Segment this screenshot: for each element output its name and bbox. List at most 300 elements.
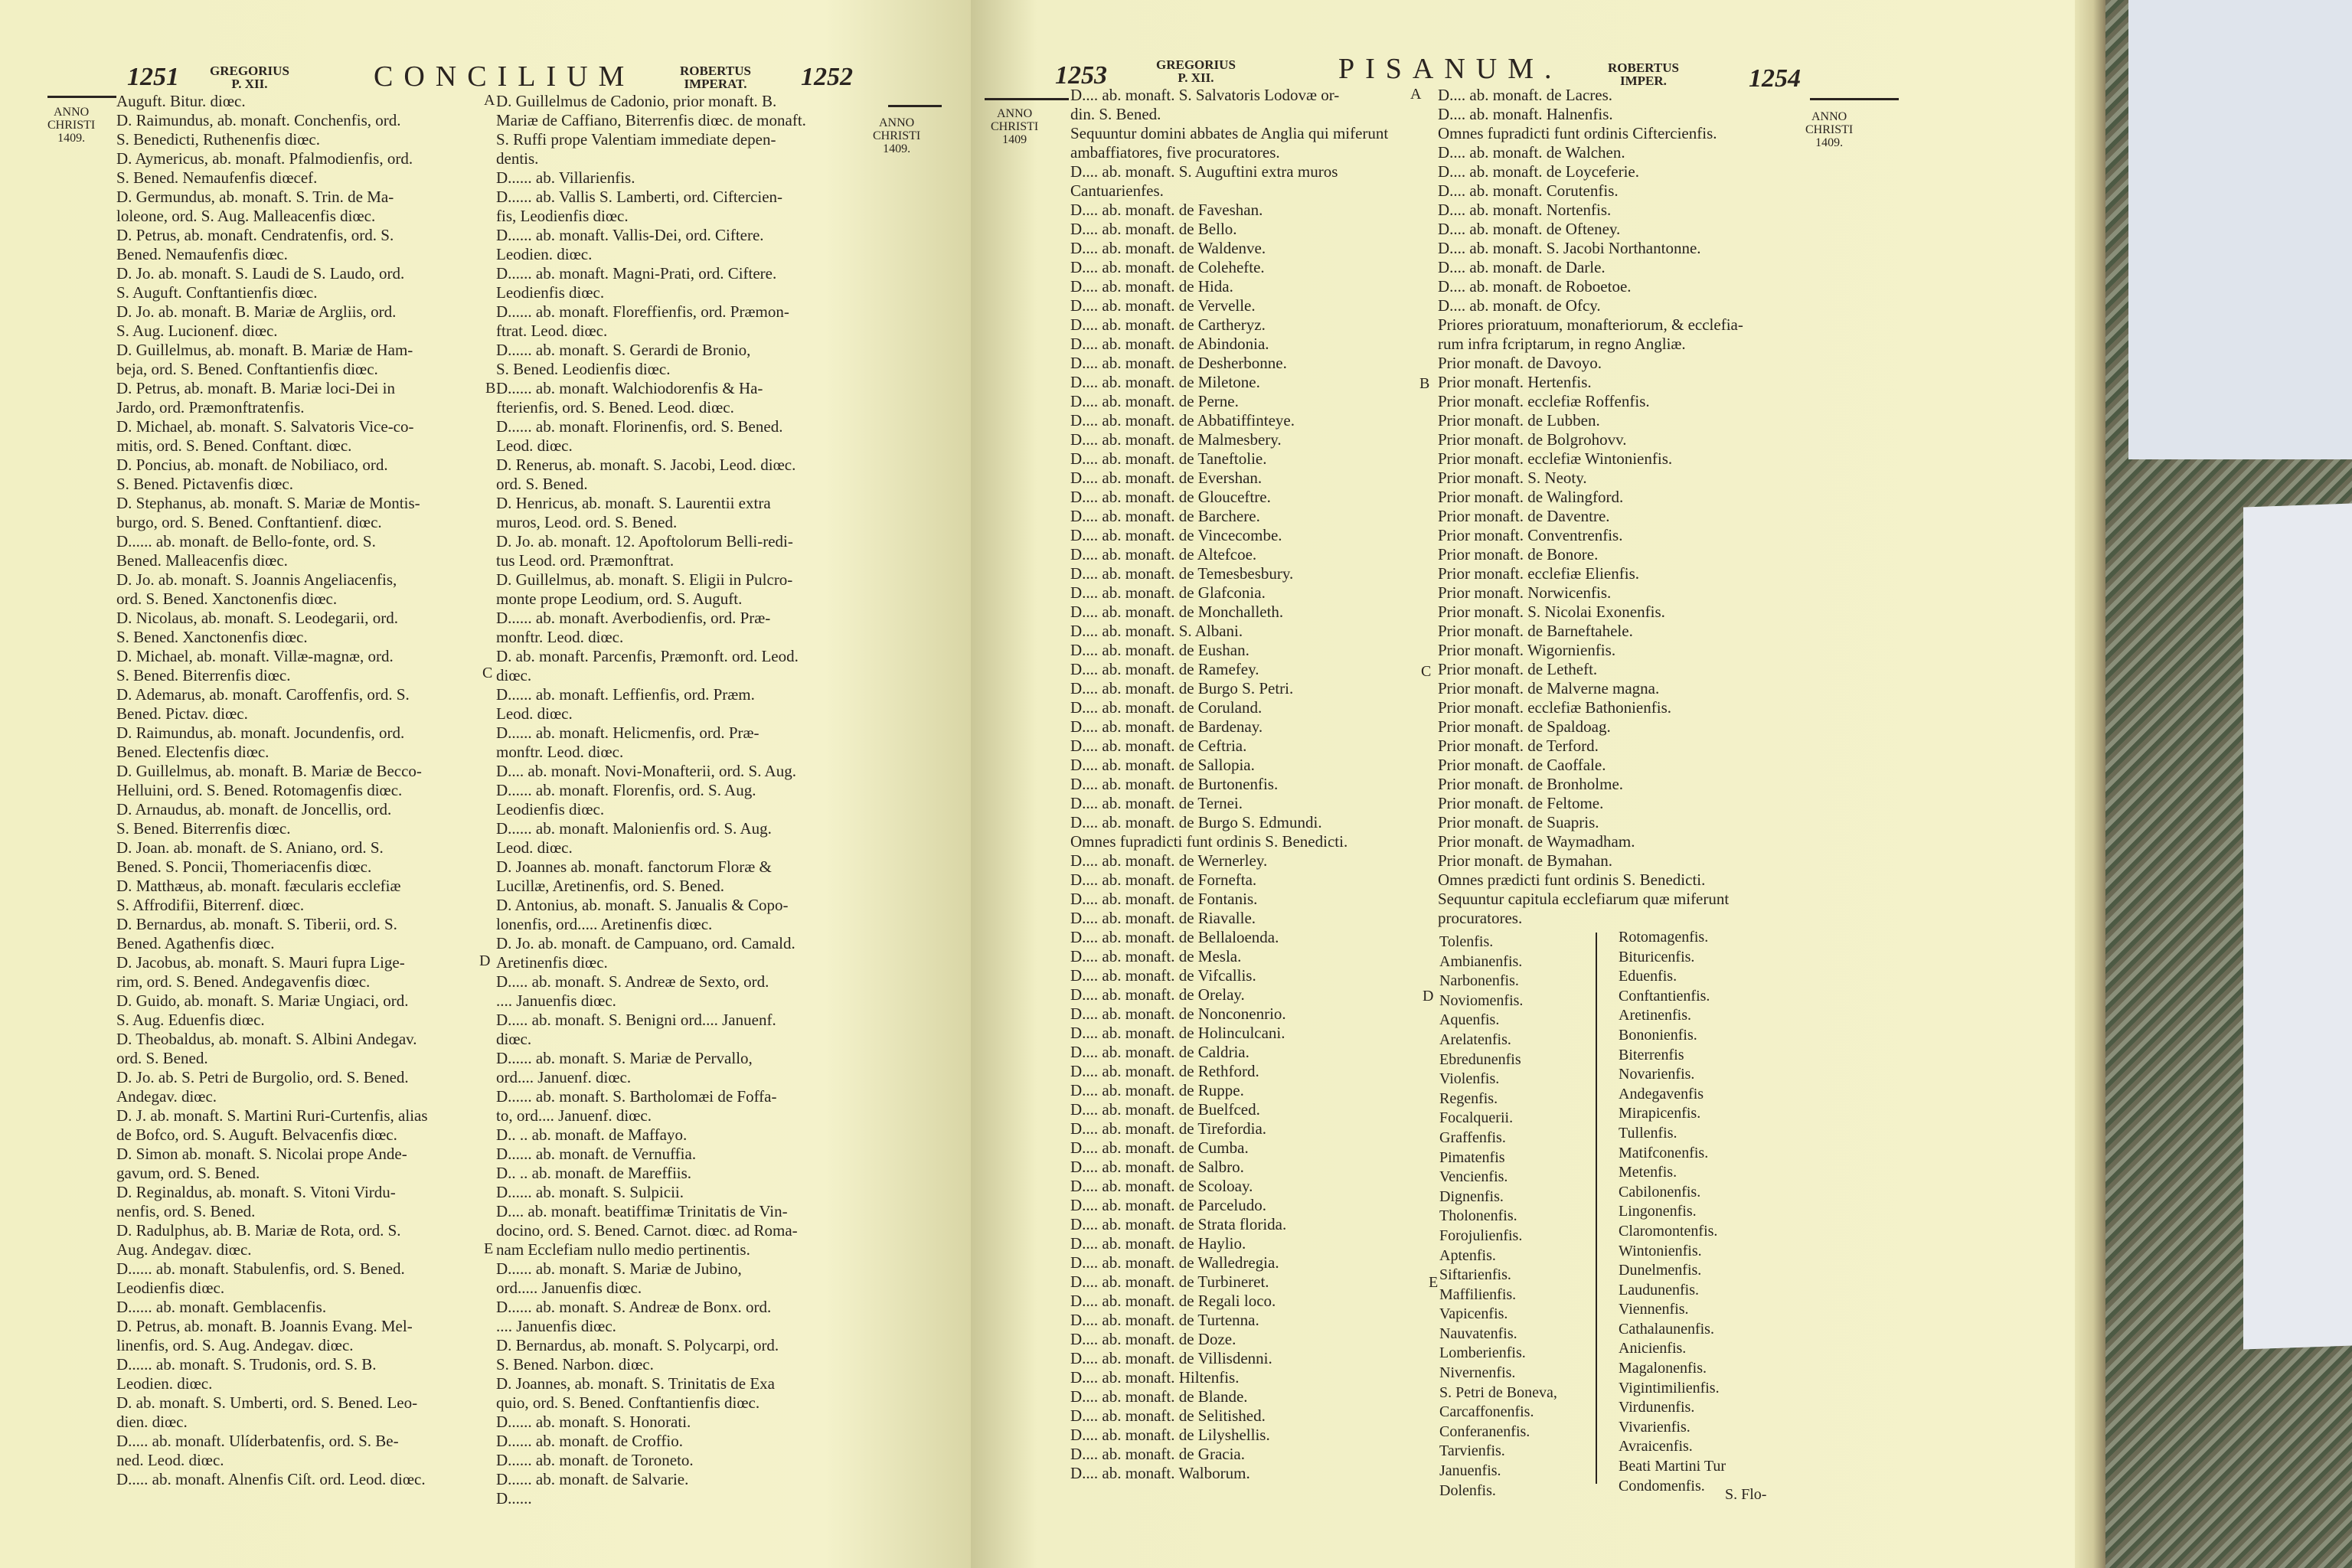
text-line: Aptenfis. <box>1439 1246 1496 1264</box>
text-line: D...... ab. monaft. S. Andreæ de Bonx. ord. <box>496 1298 772 1316</box>
text-line: D. Nicolaus, ab. monaft. S. Leodegarii, ord. <box>116 609 398 627</box>
section-mark: B <box>1419 375 1430 392</box>
text-line: Tholonenfis. <box>1439 1207 1517 1225</box>
text-line: docino, ord. S. Bened. Carnot. diœc. ad Roma- <box>496 1221 798 1240</box>
text-line: Tarvienfis. <box>1439 1442 1505 1460</box>
text-line: Mariæ de Caffiano, Biterrenfis diœc. de monaft. <box>496 111 806 129</box>
text-line: diœc. <box>496 1030 532 1048</box>
text-line: Nivernenfis. <box>1439 1364 1516 1382</box>
text-line: Bened. Malleacenfis diœc. <box>116 551 288 570</box>
text-line: Priores prioratuum, monafteriorum, & ecclefia- <box>1438 315 1743 334</box>
text-line: D.... ab. monaft. de Barchere. <box>1070 507 1260 525</box>
text-line: D...... <box>496 1489 532 1508</box>
text-line: D. Germundus, ab. monaft. S. Trin. de Ma- <box>116 188 394 206</box>
text-line: D...... ab. Vallis S. Lamberti, ord. Ciftercien- <box>496 188 783 206</box>
text-line: burgo, ord. S. Bened. Conftantienf. diœc. <box>116 513 382 531</box>
header-line: P. XII. <box>1178 70 1214 85</box>
text-line: D.... ab. monaft. beatiffimæ Trinitatis de Vin- <box>496 1202 788 1220</box>
text-line: Prior monaft. de Bronholme. <box>1438 775 1624 793</box>
text-line: D.... ab. monaft. de Miletone. <box>1070 373 1260 391</box>
text-line: D. ab. monaft. S. Umberti, ord. S. Bened. Leo- <box>116 1393 418 1412</box>
text-line: D...... ab. monaft. S. Gerardi de Bronio, <box>496 341 751 359</box>
text-line: Magalonenfis. <box>1619 1360 1707 1377</box>
text-line: S. Bened. Biterrenfis diœc. <box>116 666 291 684</box>
header-left <box>1156 58 1236 84</box>
text-line: Tolenfis. <box>1439 933 1494 950</box>
section-mark: B <box>485 380 496 397</box>
text-line: ord. S. Bened. <box>116 1049 208 1067</box>
text-line: D. Guillelmus, ab. monaft. B. Mariæ de Becco- <box>116 762 422 780</box>
text-line: Siftarienfis. <box>1439 1266 1511 1284</box>
text-line: Leod. diœc. <box>496 838 573 857</box>
margin-line: ANNO <box>1811 110 1847 123</box>
text-line: D.... ab. monaft. Halnenfis. <box>1438 105 1613 123</box>
text-line: D...... ab. monaft. Averbodienfis, ord. Præ- <box>496 609 771 627</box>
text-line: Claromontenfis. <box>1619 1222 1718 1240</box>
text-line: D. Joan. ab. monaft. de S. Aniano, ord. S. <box>116 838 384 857</box>
text-line: D. Radulphus, ab. B. Mariæ de Rota, ord. S. <box>116 1221 401 1240</box>
text-line: D.... ab. monaft. de Hida. <box>1070 277 1233 296</box>
header-right <box>680 64 751 90</box>
text-line: fis, Leodienfis diœc. <box>496 207 629 225</box>
text-line: monte prope Leodium, ord. S. Auguft. <box>496 590 743 608</box>
text-column <box>1070 86 1415 1483</box>
text-line: Anicienfis. <box>1619 1340 1687 1357</box>
text-line: D.... ab. monaft. de Ramefey. <box>1070 660 1259 678</box>
text-line: Prior monaft. de Daventre. <box>1438 507 1610 525</box>
text-line: lonenfis, ord..... Aretinenfis diœc. <box>496 915 713 933</box>
text-line: D.... ab. monaft. de Ruppe. <box>1070 1081 1244 1099</box>
text-line: D. Petrus, ab. monaft. B. Joannis Evang. Mel- <box>116 1317 413 1335</box>
text-line: D.... ab. monaft. de Buelfced. <box>1070 1100 1260 1119</box>
margin-year-right <box>1805 110 1853 149</box>
text-line: Prior monaft. Wigornienfis. <box>1438 641 1616 659</box>
text-line: D.... ab. monaft. de Fornefta. <box>1070 871 1257 889</box>
text-line: D.... ab. monaft. de Bello. <box>1070 220 1237 238</box>
text-line: Arelatenfis. <box>1439 1031 1511 1048</box>
text-line: D.... ab. monaft. de Coruland. <box>1070 698 1263 717</box>
text-line: tus Leod. ord. Præmonftrat. <box>496 551 675 570</box>
text-line: Maffilienfis. <box>1439 1285 1517 1303</box>
text-line: D.... ab. monaft. de Rethford. <box>1070 1062 1259 1080</box>
text-line: Prior monaft. de Suapris. <box>1438 813 1599 831</box>
left-page <box>0 0 971 1568</box>
text-line: Helluini, ord. S. Bened. Rotomagenfis diœc. <box>116 781 403 799</box>
text-line: Vivarienfis. <box>1619 1418 1690 1436</box>
text-line: D.... ab. monaft. de Selitished. <box>1070 1406 1266 1425</box>
text-line: D.... ab. monaft. de Mesla. <box>1070 947 1242 965</box>
text-line: Aquenfis. <box>1439 1011 1500 1029</box>
text-line: ord. S. Bened. <box>496 475 588 493</box>
page-number: 1252 <box>801 63 853 91</box>
text-line: D.... ab. monaft. S. Jacobi Northantonne. <box>1438 239 1701 257</box>
text-line: D.... ab. monaft. de Abindonia. <box>1070 335 1269 353</box>
text-line: D. Arnaudus, ab. monaft. de Joncellis, ord. <box>116 800 392 818</box>
text-line: Bituricenfis. <box>1619 948 1695 965</box>
text-line: Regenfis. <box>1439 1089 1498 1107</box>
text-line: Prior monaft. ecclefiæ Bathonienfis. <box>1438 698 1672 717</box>
text-line: Leodien. diœc. <box>496 245 593 263</box>
text-line: Bened. S. Poncii, Thomeriacenfis diœc. <box>116 858 372 876</box>
text-line: D. Reginaldus, ab. monaft. S. Vitoni Virdu- <box>116 1183 396 1201</box>
text-line: D...... ab. monaft. S. Mariæ de Jubino, <box>496 1259 742 1278</box>
text-line: Prior monaft. de Walingford. <box>1438 488 1624 506</box>
margin-line: 1409. <box>883 142 911 155</box>
text-line: D...... ab. monaft. Florinenfis, ord. S. Bened. <box>496 417 783 436</box>
text-line: D...... ab. monaft. Florenfis, ord. S. Aug. <box>496 781 756 799</box>
text-line: S. Bened. Leodienfis diœc. <box>496 360 671 378</box>
header-rule <box>1810 98 1899 100</box>
text-line: Prior monaft. S. Nicolai Exonenfis. <box>1438 603 1665 621</box>
text-line: D. Joannes, ab. monaft. S. Trinitatis de Exa <box>496 1374 775 1393</box>
section-mark: D <box>479 952 491 969</box>
text-line: Prior monaft. Hertenfis. <box>1438 373 1592 391</box>
catchword: S. Flo- <box>1725 1486 1767 1503</box>
text-line: Bened. Electenfis diœc. <box>116 743 270 761</box>
text-line: D...... ab. monaft. S. Mariæ de Pervallo, <box>496 1049 753 1067</box>
text-line: Nauvatenfis. <box>1439 1325 1517 1342</box>
text-line: D. Jacobus, ab. monaft. S. Mauri fupra Lige- <box>116 953 405 972</box>
section-mark: C <box>482 665 493 681</box>
text-line: Leodienfis diœc. <box>496 283 605 302</box>
text-line: Lomberienfis. <box>1439 1344 1526 1362</box>
text-line: Omnes fupradicti funt ordinis S. Benedicti. <box>1070 832 1348 851</box>
text-line: .... Januenfis diœc. <box>496 1317 616 1335</box>
text-line: Prior monaft. S. Neoty. <box>1438 469 1587 487</box>
text-line: D.... ab. monaft. de Taneftolie. <box>1070 449 1267 468</box>
text-line: din. S. Bened. <box>1070 105 1161 123</box>
text-line: D. Guido, ab. monaft. S. Mariæ Ungiaci, ord. <box>116 991 409 1010</box>
text-line: D.... ab. monaft. Novi-Monafterii, ord. S. Aug. <box>496 762 796 780</box>
text-line: D. Guillelmus, ab. monaft. S. Eligii in Pulcro- <box>496 570 793 589</box>
margin-line: ANNO <box>54 106 90 119</box>
text-line: Narbonenfis. <box>1439 972 1519 990</box>
text-line: Laudunenfis. <box>1619 1281 1699 1298</box>
text-line: Omnes prædicti funt ordinis S. Benedicti. <box>1438 871 1706 889</box>
text-line: D..... ab. monaft. S. Andreæ de Sexto, ord. <box>496 972 769 991</box>
text-line: D. Renerus, ab. monaft. S. Jacobi, Leod. diœc. <box>496 456 796 474</box>
text-line: Prior monaft. Norwicenfis. <box>1438 583 1612 602</box>
header-right <box>1608 61 1679 87</box>
text-line: D.... ab. monaft. de Fontanis. <box>1070 890 1258 908</box>
text-line: D. Bernardus, ab. monaft. S. Polycarpi, ord. <box>496 1336 779 1354</box>
text-line: D...... ab. Villarienfis. <box>496 168 635 187</box>
text-line: D.... ab. monaft. de Burgo S. Petri. <box>1070 679 1294 697</box>
text-line: Prior monaft. ecclefiæ Wintonienfis. <box>1438 449 1673 468</box>
text-line: D.... ab. monaft. de Temesbesbury. <box>1070 564 1294 583</box>
text-line: D. Theobaldus, ab. monaft. S. Albini Andegav. <box>116 1030 417 1048</box>
text-line: D.... ab. monaft. de Burgo S. Edmundi. <box>1070 813 1322 831</box>
text-line: Pimatenfis <box>1439 1148 1505 1166</box>
text-line: D. Ademarus, ab. monaft. Caroffenfis, ord. S. <box>116 685 410 704</box>
chapter-list-left <box>1439 933 1592 1501</box>
text-column <box>1438 86 1805 928</box>
text-line: quio, ord. S. Bened. Conftantienfis diœc. <box>496 1393 760 1412</box>
text-line: D..... ab. monaft. S. Benigni ord.... Januenf. <box>496 1011 776 1029</box>
text-line: D...... ab. monaft. Floreffienfis, ord. Præmon- <box>496 302 789 321</box>
text-line: D. Jo. ab. monaft. B. Mariæ de Argliis, ord. <box>116 302 397 321</box>
text-line: Condomenfis. <box>1619 1477 1705 1494</box>
text-line: S. Affrodifii, Biterrenf. diœc. <box>116 896 305 914</box>
text-line: D...... ab. monaft. S. Bartholomæi de Foffa- <box>496 1087 777 1106</box>
loose-paper-sheet <box>2243 504 2352 1350</box>
text-line: Prior monaft. Conventrenfis. <box>1438 526 1623 544</box>
text-line: Avraicenfis. <box>1619 1438 1693 1455</box>
text-column <box>496 92 865 1508</box>
margin-line: CHRISTI <box>991 120 1039 133</box>
text-line: Cathalaunenfis. <box>1619 1320 1714 1338</box>
text-line: Prior monaft. de Malverne magna. <box>1438 679 1660 697</box>
text-line: D.... ab. monaft. S. Auguftini extra muros <box>1070 162 1338 181</box>
text-line: ord.... Januenf. diœc. <box>496 1068 632 1086</box>
text-line: D. Jo. ab. monaft. S. Laudi de S. Laudo, ord. <box>116 264 405 283</box>
text-line: D...... ab. monaft. Magni-Prati, ord. Ciftere. <box>496 264 777 283</box>
header-line: GREGORIUS <box>210 64 289 78</box>
text-line: D.... ab. monaft. de Regali loco. <box>1070 1292 1276 1310</box>
text-line: D...... ab. monaft. de Bello-fonte, ord. S. <box>116 532 376 550</box>
text-line: D.... ab. monaft. de Vifcallis. <box>1070 966 1256 985</box>
header-rule <box>47 96 116 98</box>
text-line: Prior monaft. de Barneftahele. <box>1438 622 1633 640</box>
section-mark: C <box>1421 663 1432 680</box>
text-line: Bononienfis. <box>1619 1026 1697 1044</box>
text-line: loleone, ord. S. Aug. Malleacenfis diœc. <box>116 207 376 225</box>
text-line: Prior monaft. de Bymahan. <box>1438 851 1613 870</box>
text-line: D.... ab. monaft. de Caldria. <box>1070 1043 1250 1061</box>
text-line: D.... ab. monaft. Walborum. <box>1070 1464 1250 1482</box>
header-line: P. XII. <box>231 77 268 91</box>
text-line: D...... ab. monaft. de Croffio. <box>496 1432 683 1450</box>
text-line: D. Henricus, ab. monaft. S. Laurentii extra <box>496 494 771 512</box>
text-line: .... Januenfis diœc. <box>496 991 616 1010</box>
text-line: Dolenfis. <box>1439 1481 1496 1499</box>
text-line: D...... ab. monaft. Vallis-Dei, ord. Ciftere. <box>496 226 764 244</box>
page-number: 1254 <box>1749 64 1801 93</box>
text-line: Conferanenfis. <box>1439 1423 1530 1440</box>
text-line: ord. S. Bened. Xanctonenfis diœc. <box>116 590 338 608</box>
text-line: Bened. Pictav. diœc. <box>116 704 248 723</box>
text-line: Wintonienfis. <box>1619 1242 1702 1259</box>
text-line: D...... ab. monaft. Stabulenfis, ord. S. Bened. <box>116 1259 405 1278</box>
text-line: procuratores. <box>1438 909 1523 927</box>
text-line: S. Aug. Lucionenf. diœc. <box>116 322 278 340</box>
text-line: D.... ab. monaft. de Eushan. <box>1070 641 1250 659</box>
text-line: Prior monaft. ecclefiæ Elienfis. <box>1438 564 1640 583</box>
text-line: Sequuntur capitula ecclefiarum quæ miferunt <box>1438 890 1730 908</box>
text-line: Graffenfis. <box>1439 1129 1506 1146</box>
text-line: Leod. diœc. <box>496 704 573 723</box>
text-line: D.... ab. monaft. de Perne. <box>1070 392 1239 410</box>
text-line: Andegavenfis <box>1619 1085 1704 1102</box>
text-line: D.... ab. monaft. de Ofcy. <box>1438 296 1601 315</box>
text-line: D.... ab. monaft. de Burtonenfis. <box>1070 775 1279 793</box>
text-line: Lingonenfis. <box>1619 1203 1697 1220</box>
text-line: D. Raimundus, ab. monaft. Conchenfis, ord. <box>116 111 401 129</box>
text-line: Carcaffonenfis. <box>1439 1403 1534 1421</box>
text-line: Aug. Andegav. diœc. <box>116 1240 252 1259</box>
text-line: D...... ab. monaft. de Salvarie. <box>496 1470 689 1488</box>
text-line: D. Stephanus, ab. monaft. S. Mariæ de Montis- <box>116 494 420 512</box>
margin-line: ANNO <box>997 107 1033 120</box>
text-line: D.... ab. monaft. de Blande. <box>1070 1387 1248 1406</box>
text-line: D. Michael, ab. monaft. S. Salvatoris Vice-co- <box>116 417 414 436</box>
text-line: Bened. Agathenfis diœc. <box>116 934 275 952</box>
text-line: D.... ab. monaft. de Vincecombe. <box>1070 526 1282 544</box>
text-line: Leodien. diœc. <box>116 1374 213 1393</box>
text-line: Bened. Nemaufenfis diœc. <box>116 245 288 263</box>
text-line: D.... ab. monaft. Corutenfis. <box>1438 181 1619 200</box>
header-left <box>210 64 289 90</box>
margin-line: ANNO <box>879 116 915 129</box>
text-line: Andegav. diœc. <box>116 1087 217 1106</box>
text-line: D.... ab. monaft. de Haylio. <box>1070 1234 1246 1253</box>
text-line: Prior monaft. de Letheft. <box>1438 660 1598 678</box>
text-line: Dunelmenfis. <box>1619 1262 1702 1279</box>
text-line: D.... ab. monaft. de Holinculcani. <box>1070 1024 1285 1042</box>
header-line: IMPER. <box>1620 74 1667 88</box>
text-line: Leod. diœc. <box>496 436 573 455</box>
text-line: beja, ord. S. Bened. Conftantienfis diœc. <box>116 360 378 378</box>
text-line: Ambianenfis. <box>1439 952 1523 970</box>
text-line: D...... ab. monaft. Gemblacenfis. <box>116 1298 327 1316</box>
text-line: D. Petrus, ab. monaft. Cendratenfis, ord. S. <box>116 226 394 244</box>
text-line: D.... ab. monaft. de Bardenay. <box>1070 717 1263 736</box>
text-line: D.... ab. monaft. de Walledregia. <box>1070 1253 1279 1272</box>
text-line: D.... ab. monaft. de Tirefordia. <box>1070 1119 1267 1138</box>
text-line: D...... ab. monaft. S. Trudonis, ord. S. B. <box>116 1355 377 1374</box>
text-line: D. Jo. ab. S. Petri de Burgolio, ord. S. Bened. <box>116 1068 409 1086</box>
text-line: D.... ab. monaft. de Ofteney. <box>1438 220 1621 238</box>
text-line: Aretinenfis. <box>1619 1007 1691 1024</box>
text-line: Beati Martini Tur <box>1619 1458 1726 1475</box>
margin-line: CHRISTI <box>47 119 96 132</box>
text-line: D.... ab. monaft. de Wernerley. <box>1070 851 1268 870</box>
text-line: S. Petri de Boneva, <box>1439 1383 1557 1401</box>
text-line: D.... ab. monaft. de Parceludo. <box>1070 1196 1267 1214</box>
text-line: Sequuntur domini abbates de Anglia qui miferunt <box>1070 124 1389 142</box>
text-line: D.... ab. monaft. de Cumba. <box>1070 1138 1249 1157</box>
text-line: Prior monaft. de Caoffale. <box>1438 756 1606 774</box>
text-line: Prior monaft. de Davoyo. <box>1438 354 1602 372</box>
text-line: Biterrenfis <box>1619 1046 1684 1063</box>
text-line: D.... ab. monaft. de Darle. <box>1438 258 1606 276</box>
text-line: D. ab. monaft. Parcenfis, Præmonft. ord. Leod. <box>496 647 799 665</box>
text-line: linenfis, ord. S. Aug. Andegav. diœc. <box>116 1336 354 1354</box>
text-line: Prior monaft. de Terford. <box>1438 737 1599 755</box>
text-line: S. Bened. Pictavenfis diœc. <box>116 475 293 493</box>
text-line: Prior monaft. de Bolgrohovv. <box>1438 430 1627 449</box>
page-edge <box>2075 0 2105 1568</box>
chapter-list-right <box>1619 928 1802 1496</box>
text-line: S. Bened. Xanctonenfis diœc. <box>116 628 308 646</box>
text-line: D.... ab. monaft. Hiltenfis. <box>1070 1368 1240 1387</box>
text-line: Jardo, ord. Præmonftratenfis. <box>116 398 305 416</box>
section-mark: A <box>1410 86 1422 103</box>
margin-line: 1409. <box>1815 136 1844 149</box>
text-line: Novarienfis. <box>1619 1066 1695 1083</box>
header-line: ROBERTUS <box>680 64 751 78</box>
margin-year-right <box>873 116 920 155</box>
text-line: D..... ab. monaft. Ulíderbatenfis, ord. S. Be- <box>116 1432 399 1450</box>
text-line: Prior monaft. ecclefiæ Roffenfis. <box>1438 392 1650 410</box>
text-line: Leodienfis diœc. <box>496 800 605 818</box>
header-line: IMPERAT. <box>684 77 747 91</box>
text-line: D.... ab. monaft. de Walchen. <box>1438 143 1625 162</box>
section-mark: E <box>1429 1274 1439 1291</box>
text-line: Eduenfis. <box>1619 968 1677 985</box>
margin-line: 1409 <box>1002 133 1027 146</box>
text-line: Prior monaft. de Lubben. <box>1438 411 1600 430</box>
text-line: rim, ord. S. Bened. Andegavenfis diœc. <box>116 972 371 991</box>
text-line: D.... ab. monaft. de Malmesbery. <box>1070 430 1282 449</box>
text-line: Dignenfis. <box>1439 1187 1504 1205</box>
text-line: Omnes fupradicti funt ordinis Ciftercienfis. <box>1438 124 1717 142</box>
text-line: D. Bernardus, ab. monaft. S. Tiberii, ord. S. <box>116 915 397 933</box>
text-line: Matifconenfis. <box>1619 1144 1709 1161</box>
text-line: D.... ab. monaft. de Altefcoe. <box>1070 545 1257 564</box>
text-line: D.. .. ab. monaft. de Maffayo. <box>496 1125 688 1144</box>
text-line: D.... ab. monaft. de Roboetoe. <box>1438 277 1632 296</box>
text-line: S. Bened. Narbon. diœc. <box>496 1355 654 1374</box>
margin-line: CHRISTI <box>1805 123 1854 136</box>
header-rule <box>888 105 942 107</box>
text-line: Viennenfis. <box>1619 1301 1689 1318</box>
section-mark: D <box>1423 988 1434 1004</box>
text-line: ambaffiatores, five procuratores. <box>1070 143 1280 162</box>
text-line: D.... ab. monaft. de Turtenna. <box>1070 1311 1259 1329</box>
text-line: Virdunenfis. <box>1619 1399 1695 1416</box>
text-line: Rotomagenfis. <box>1619 929 1709 946</box>
page-number: 1251 <box>127 63 179 91</box>
header-line: ROBERTUS <box>1608 60 1679 75</box>
text-line: dien. diœc. <box>116 1413 188 1431</box>
text-line: D. Petrus, ab. monaft. B. Mariæ loci-Dei in <box>116 379 395 397</box>
text-line: Conftantienfis. <box>1619 987 1710 1004</box>
text-line: D. Guillelmus de Cadonio, prior monaft. B. <box>496 92 777 110</box>
text-line: D.... ab. monaft. de Glafconia. <box>1070 583 1266 602</box>
text-line: D.... ab. monaft. de Waldenve. <box>1070 239 1266 257</box>
text-line: D. Simon ab. monaft. S. Nicolai prope Ande- <box>116 1145 407 1163</box>
section-mark: E <box>484 1240 494 1257</box>
text-line: Leodienfis diœc. <box>116 1279 225 1297</box>
column-rule <box>1596 933 1597 1484</box>
text-line: D. Poncius, ab. monaft. de Nobiliaco, ord. <box>116 456 388 474</box>
text-line: diœc. <box>496 666 532 684</box>
text-line: Violenfis. <box>1439 1070 1500 1088</box>
text-line: D. Joannes ab. monaft. fanctorum Floræ & <box>496 858 772 876</box>
text-line: Vigintimilienfis. <box>1619 1379 1720 1396</box>
text-line: Prior monaft. de Feltome. <box>1438 794 1604 812</box>
text-line: D. Jo. ab. monaft. de Campuano, ord. Camald. <box>496 934 795 952</box>
text-line: S. Benedicti, Ruthenenfis diœc. <box>116 130 320 149</box>
text-line: nenfis, ord. S. Bened. <box>116 1202 256 1220</box>
text-line: rum infra fcriptarum, in regno Angliæ. <box>1438 335 1686 353</box>
text-line: D. Jo. ab. monaft. S. Joannis Angeliacenfis, <box>116 570 397 589</box>
text-line: D...... ab. monaft. de Toroneto. <box>496 1451 694 1469</box>
text-line: gavum, ord. S. Bened. <box>116 1164 260 1182</box>
text-line: D...... ab. monaft. S. Honorati. <box>496 1413 691 1431</box>
text-line: D.... ab. monaft. de Evershan. <box>1070 469 1263 487</box>
text-line: D.... ab. monaft. de Vervelle. <box>1070 296 1256 315</box>
text-line: ned. Leod. diœc. <box>116 1451 224 1469</box>
text-line: D. J. ab. monaft. S. Martini Ruri-Curtenfis, alias <box>116 1106 428 1125</box>
right-page <box>971 0 2075 1568</box>
text-line: D.... ab. monaft. S. Albani. <box>1070 622 1243 640</box>
text-line: monftr. Leod. diœc. <box>496 743 624 761</box>
text-line: D. Michael, ab. monaft. Villæ-magnæ, ord. <box>116 647 394 665</box>
text-line: Tullenfis. <box>1619 1124 1677 1142</box>
text-line: D...... ab. monaft. Helicmenfis, ord. Præ- <box>496 724 760 742</box>
